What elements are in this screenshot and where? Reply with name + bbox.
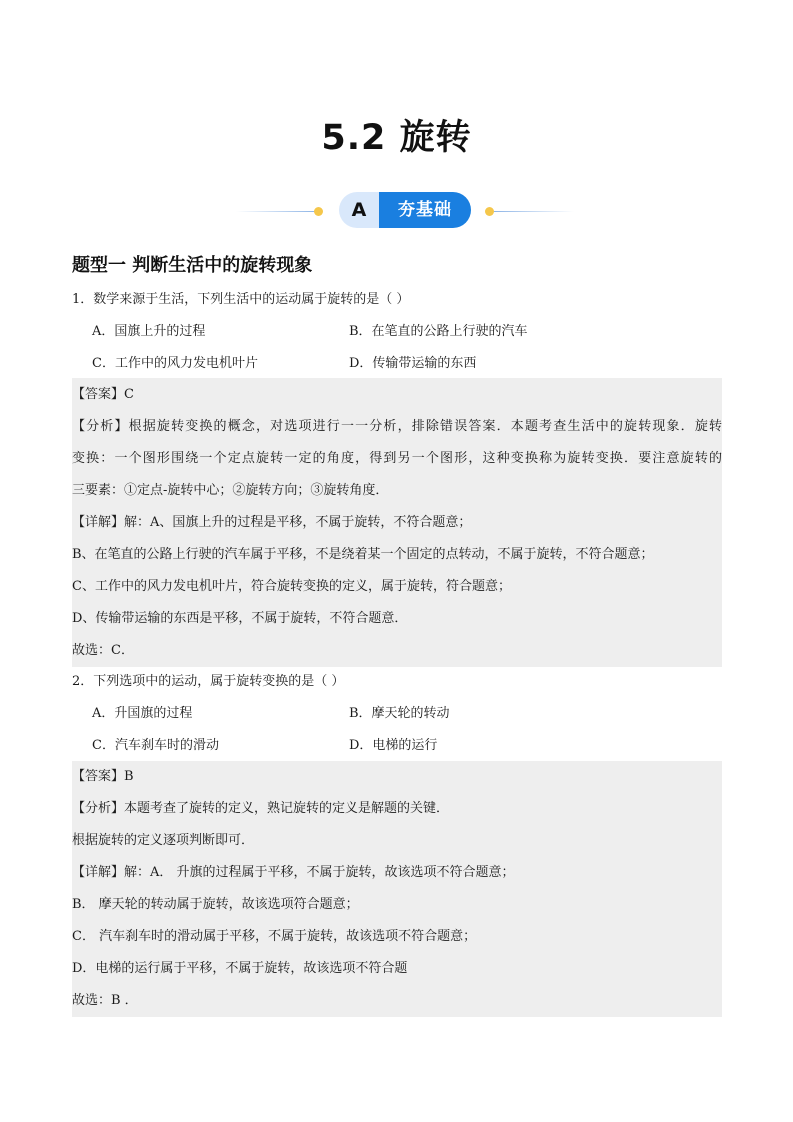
banner-dot-left — [314, 207, 323, 216]
question-1-option-a: A．国旗上升的过程 — [92, 324, 206, 339]
banner-dot-right — [485, 207, 494, 216]
question-2-option-b: B．摩天轮的转动 — [349, 706, 450, 721]
question-2-option-c: C．汽车刹车时的滑动 — [92, 738, 219, 753]
question-2-analysis-line: 根据旋转的定义逐项判断即可． — [72, 833, 255, 848]
question-2-analysis-line: 【分析】本题考查了旋转的定义，熟记旋转的定义是解题的关键． — [72, 801, 450, 816]
banner-pill — [339, 192, 471, 228]
banner-line-right — [494, 211, 574, 212]
question-1-analysis-line: 三要素：①定点-旋转中心；②旋转方向；③旋转角度． — [72, 483, 389, 498]
question-1-analysis-line: 【分析】根据旋转变换的概念，对选项进行一一分析，排除错误答案．本题考查生活中的旋转现象．旋转 — [72, 419, 722, 434]
question-2-option-d: D．电梯的运行 — [349, 738, 438, 753]
question-1-detail-line: 【详解】解：A、国旗上升的过程是平移，不属于旋转，不符合题意； — [72, 515, 472, 530]
question-1-detail-line: C、工作中的风力发电机叶片，符合旋转变换的定义，属于旋转，符合题意； — [72, 579, 511, 594]
question-1-answer: 【答案】C — [72, 387, 134, 402]
question-2-detail-line: 【详解】解：A． 升旗的过程属于平移，不属于旋转，故该选项不符合题意； — [72, 865, 515, 880]
question-2-detail-line: C． 汽车刹车时的滑动属于平移，不属于旋转，故该选项不符合题意； — [72, 929, 477, 944]
question-2-option-a: A．升国旗的过程 — [92, 706, 193, 721]
question-1-analysis-line: 变换：一个图形围绕一个定点旋转一定的角度，得到另一个图形，这种变换称为旋转变换．要注意旋转的 — [72, 451, 722, 466]
banner-line-left — [236, 211, 316, 212]
question-1-option-c: C．工作中的风力发电机叶片 — [92, 356, 258, 371]
question-1-detail-line: B、在笔直的公路上行驶的汽车属于平移，不是绕着某一个固定的点转动，不属于旋转，不符合题意； — [72, 547, 654, 562]
section-banner — [0, 190, 793, 230]
question-2-detail-line: D．电梯的运行属于平移，不属于旋转，故该选项不符合题 — [72, 961, 408, 976]
question-1-detail-line: D、传输带运输的东西是平移，不属于旋转，不符合题意． — [72, 611, 408, 626]
question-2-stem: 2．下列选项中的运动，属于旋转变换的是（ ） — [72, 674, 345, 689]
question-2-conclusion: 故选：B ． — [72, 993, 138, 1008]
question-1-stem: 1．数学来源于生活，下列生活中的运动属于旋转的是（ ） — [72, 292, 410, 307]
banner-letter: A — [339, 192, 379, 228]
page-title: 5.2 旋转 — [321, 118, 472, 158]
question-1-option-d: D．传输带运输的东西 — [349, 356, 477, 371]
question-2-answer: 【答案】B — [72, 769, 134, 784]
question-1-conclusion: 故选：C． — [72, 643, 134, 658]
banner-label: 夯基础 — [379, 192, 471, 228]
section-heading: 题型一 判断生活中的旋转现象 — [72, 255, 313, 276]
question-2-detail-line: B． 摩天轮的转动属于旋转，故该选项符合题意； — [72, 897, 359, 912]
question-1-option-b: B．在笔直的公路上行驶的汽车 — [349, 324, 528, 339]
